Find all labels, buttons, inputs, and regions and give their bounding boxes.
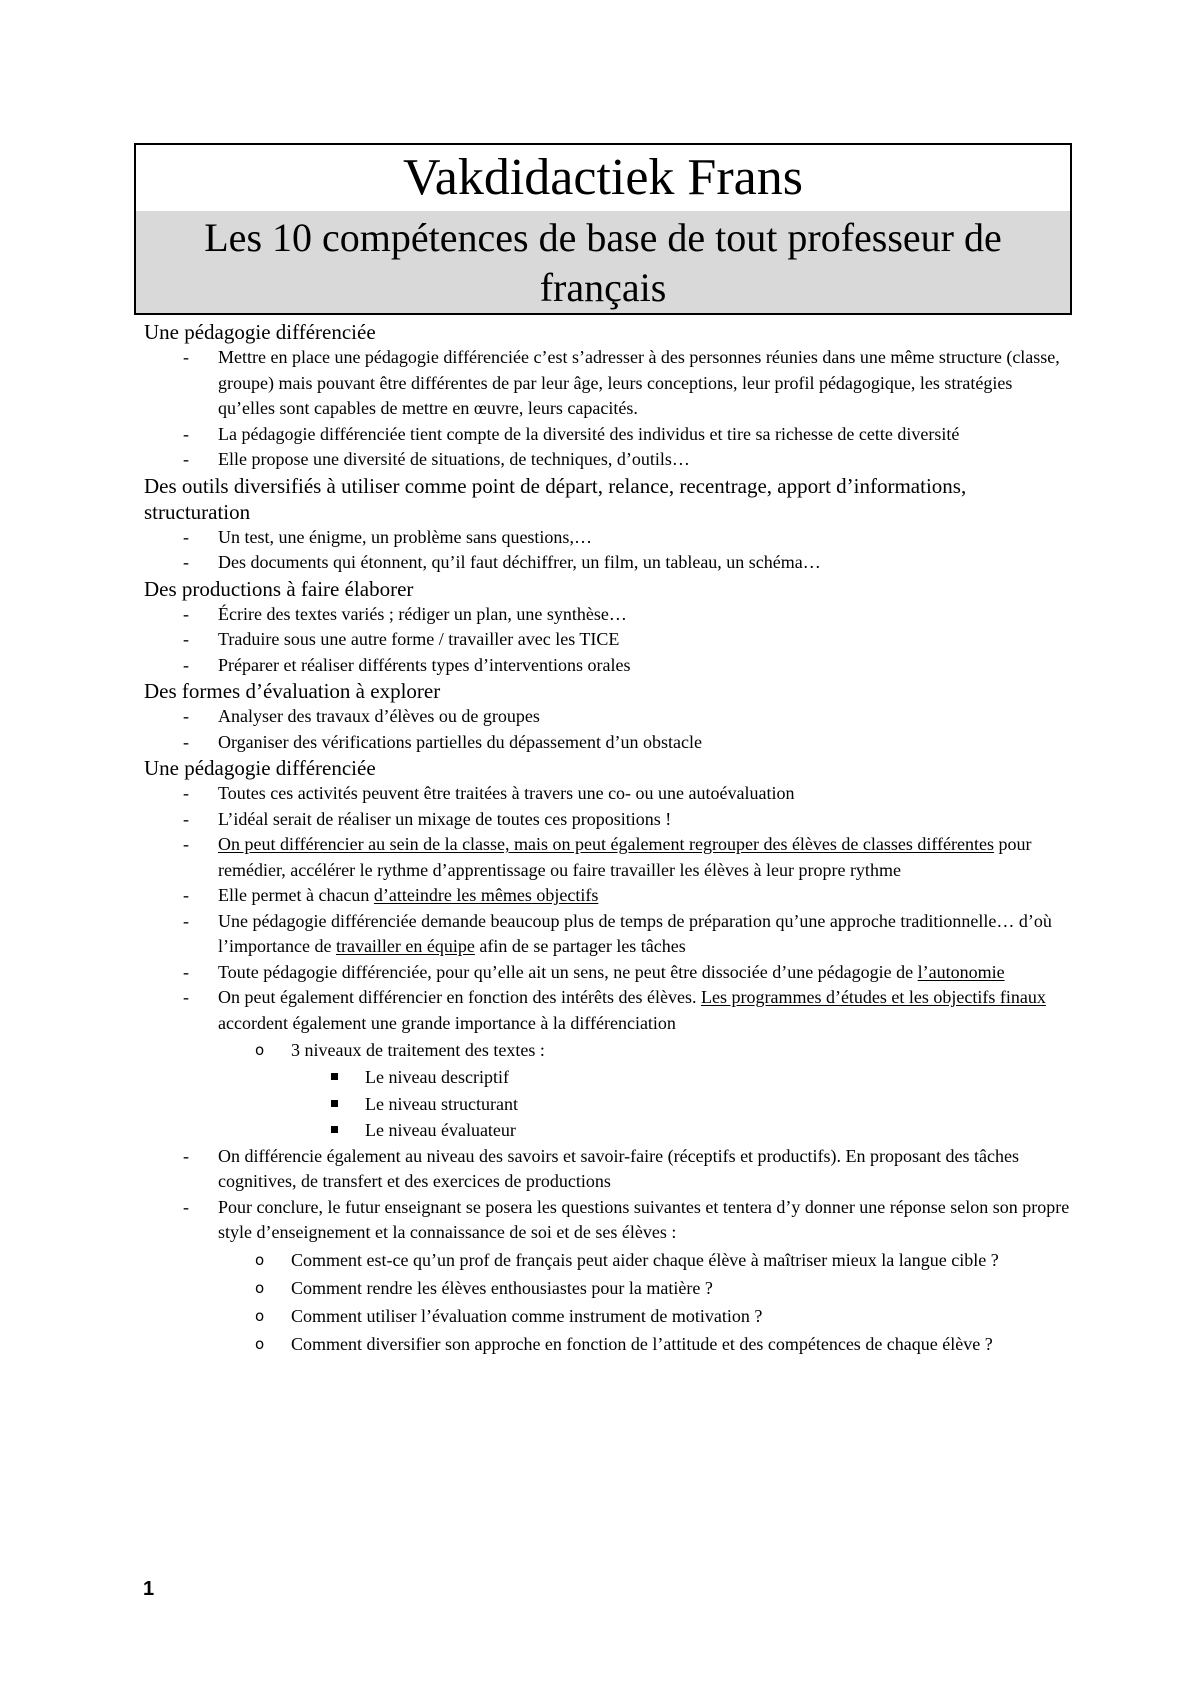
list-item: - On peut également différencier en fonction des intérêts des élèves. Les programmes d’études et les objectifs finaux accordent également une grande importance à la différenciation o 3 niveaux de traitement des textes : Le niveau descriptif Le niveau structurant Le niveau évaluateur <box>144 985 1072 1144</box>
list-item: - Préparer et réaliser différents types d’interventions orales <box>144 653 1072 679</box>
dash-marker: - <box>183 783 189 803</box>
dash-marker: - <box>183 834 189 854</box>
underlined-text: travailler en équipe <box>335 936 475 956</box>
title-box <box>134 143 1072 315</box>
circle-marker: o <box>255 1250 265 1269</box>
list-item: - Traduire sous une autre forme / travailler avec les TICE <box>144 627 1072 653</box>
question-item: o Comment est-ce qu’un prof de français peut aider chaque élève à maîtriser mieux la langue cible ? <box>144 1246 1072 1274</box>
question-item: o Comment rendre les élèves enthousiastes pour la matière ? <box>144 1274 1072 1302</box>
dash-marker: - <box>183 552 189 572</box>
questions-list <box>218 1246 1072 1358</box>
dash-marker: - <box>183 808 189 829</box>
dash-marker: - <box>183 449 189 469</box>
list-item: - Elle propose une diversité de situations, de techniques, d’outils… <box>144 447 1072 473</box>
underlined-text: On peut différencier au sein de la classe, mais on peut également regrouper des élèves de classes différentes <box>218 834 995 854</box>
dash-marker: - <box>183 885 189 905</box>
dash-marker: - <box>183 629 189 649</box>
section-heading: Une pédagogie différenciée <box>144 320 376 344</box>
section-heading: Des formes d’évaluation à explorer <box>144 679 441 703</box>
underlined-text: d’atteindre les mêmes objectifs <box>373 885 599 905</box>
list-item: - Toute pédagogie différenciée, pour qu’elle ait un sens, ne peut être dissociée d’une pédagogie de l’autonomie <box>144 960 1072 986</box>
sections-container <box>144 319 1072 755</box>
dash-marker: - <box>183 910 189 931</box>
bullet-list <box>144 525 1072 576</box>
dash-marker: - <box>183 731 189 752</box>
document-body <box>144 319 1072 1358</box>
square-bullet-icon <box>331 1073 338 1080</box>
dash-marker: - <box>183 423 189 444</box>
dash-marker: - <box>183 706 189 726</box>
question-item: o Comment diversifier son approche en fonction de l’attitude et des compétences de chaque élève ? <box>144 1330 1072 1358</box>
list-item: - Toutes ces activités peuvent être traitées à travers une co- ou une autoévaluation <box>144 781 1072 807</box>
bullet-list <box>144 345 1072 473</box>
dash-marker: - <box>183 347 189 367</box>
dash-marker: - <box>183 603 189 624</box>
list-item: - Organiser des vérifications partielles du dépassement d’un obstacle <box>144 730 1072 756</box>
level-item: Le niveau évaluateur <box>144 1117 1072 1144</box>
circle-marker: o <box>255 1041 265 1059</box>
square-bullet-icon <box>331 1100 338 1107</box>
sub-list-item: o 3 niveaux de traitement des textes : Le niveau descriptif Le niveau structurant Le niveau évaluateur <box>144 1036 1072 1144</box>
circle-marker: o <box>255 1278 265 1297</box>
dash-marker: - <box>183 526 189 547</box>
sub-sub-list <box>291 1064 1072 1144</box>
list-item: - Écrire des textes variés ; rédiger un plan, une synthèse… <box>144 602 1072 628</box>
list-item: - Pour conclure, le futur enseignant se posera les questions suivantes et tentera d’y donner une réponse selon son propre style d’enseignement et la connaissance de soi et de ses élèves : o Comment est-ce qu’un prof de français peut aider chaque élève à maîtriser mieux la langue cible ? o Comment rendre les élèves enthousiastes pour la matière ? o Comment utiliser l’évaluation comme instrument de motivation ? o Comment diversifier son approche en fonction de l’attitude et des compétences de chaque élève ? <box>144 1195 1072 1358</box>
dash-marker: - <box>183 654 189 675</box>
list-item: - Un test, une énigme, un problème sans questions,… <box>144 525 1072 551</box>
list-item: - Une pédagogie différenciée demande beaucoup plus de temps de préparation qu’une approche traditionnelle… d’où l’importance de travailler en équipe afin de se partager les tâches <box>183 910 1052 956</box>
dash-marker: - <box>183 1145 189 1166</box>
underlined-text: l’autonomie <box>917 961 1005 982</box>
section-heading: Des outils diversifiés à utiliser comme point de départ, relance, recentrage, apport d’informations, structuration <box>144 473 967 524</box>
level-item: Le niveau structurant <box>144 1091 1072 1118</box>
list-item: - On peut différencier au sein de la classe, mais on peut également regrouper des élèves de classes différentes pour remédier, accélérer le rythme d’apprentissage ou faire travailler les élèves à leur propre rythme <box>183 834 1032 880</box>
square-bullet-icon <box>331 1126 338 1133</box>
underlined-text: Les programmes d’études et les objectifs finaux <box>700 987 1046 1007</box>
list-item: - On différencie également au niveau des savoirs et savoir-faire (réceptifs et productifs). En proposant des tâches cognitives, de transfert et des exercices de productions <box>183 1145 1019 1191</box>
bullet-list <box>144 602 1072 679</box>
list-item: - L’idéal serait de réaliser un mixage de toutes ces propositions ! <box>144 807 1072 833</box>
section-heading: Des productions à faire élaborer <box>144 576 414 601</box>
bullet-list <box>144 781 1072 1358</box>
list-item: - La pédagogie différenciée tient compte de la diversité des individus et tire sa richesse de cette diversité <box>144 422 1072 448</box>
dash-marker: - <box>183 961 189 982</box>
question-item: o Comment utiliser l’évaluation comme instrument de motivation ? <box>144 1302 1072 1330</box>
list-item: - Analyser des travaux d’élèves ou de groupes <box>144 704 1072 730</box>
page-number: 1 <box>143 1578 155 1600</box>
document-subtitle: Les 10 compétences de base de tout professeur de français <box>136 211 1070 313</box>
list-item: - Elle permet à chacun d’atteindre les mêmes objectifs <box>144 883 1072 909</box>
list-item: - Mettre en place une pédagogie différenciée c’est s’adresser à des personnes réunies dans une même structure (classe, groupe) mais pouvant être différentes de par leur âge, leurs conceptions, leur profil pédagogique, les stratégies qu’elles sont capables de mettre en œuvre, leurs capacités. <box>183 347 1060 418</box>
list-item: - Des documents qui étonnent, qu’il faut déchiffrer, un film, un tableau, un schéma… <box>144 550 1072 576</box>
section-heading: Une pédagogie différenciée <box>144 756 376 780</box>
dash-marker: - <box>183 1196 189 1217</box>
circle-marker: o <box>255 1334 265 1353</box>
dash-marker: - <box>183 987 189 1007</box>
sub-list <box>218 1036 1072 1144</box>
document-title: Vakdidactiek Frans <box>136 145 1070 211</box>
bullet-list <box>144 704 1072 755</box>
circle-marker: o <box>255 1306 265 1325</box>
level-item: Le niveau descriptif <box>144 1064 1072 1091</box>
